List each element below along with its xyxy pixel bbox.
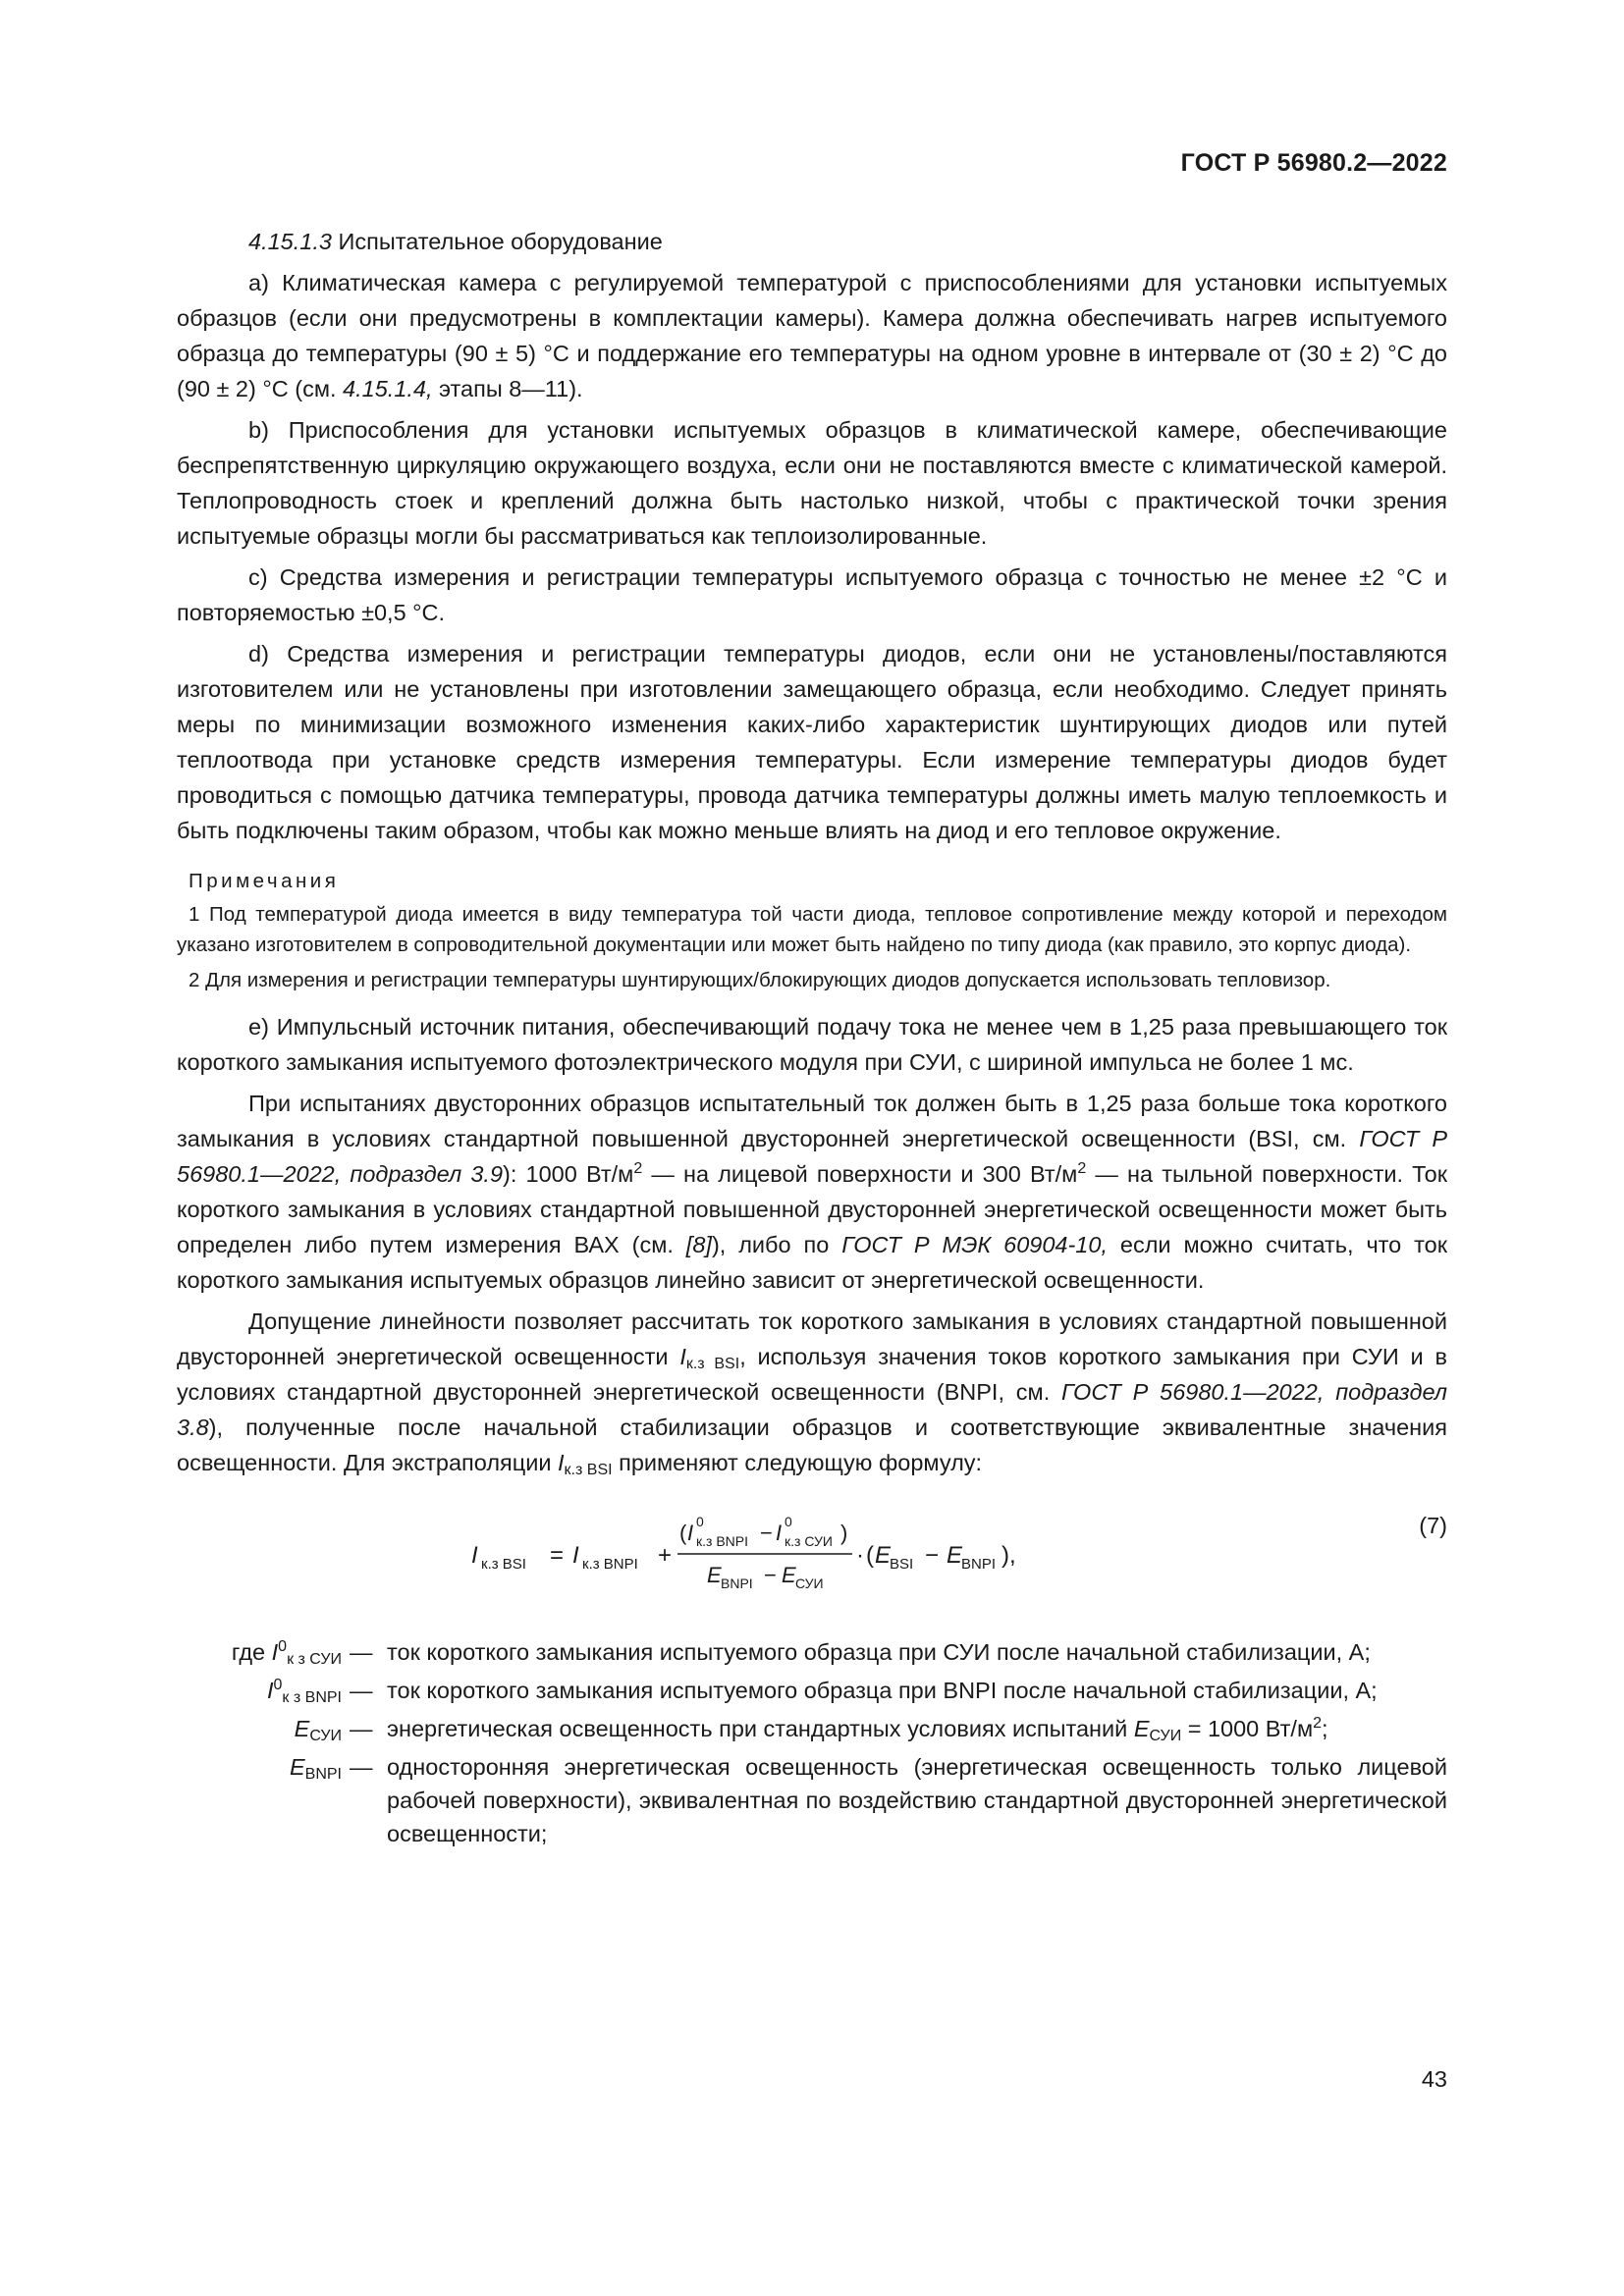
text-span: ): 1000 Вт/м <box>503 1161 634 1187</box>
superscript: 2 <box>1313 1715 1323 1732</box>
formula-equals: = <box>550 1542 565 1569</box>
definition-symbol <box>177 1635 350 1674</box>
subscript: к з СУИ <box>287 1651 342 1668</box>
superscript: 0 <box>278 1638 288 1655</box>
formula-sub-kz-bnpi: к.з BNPI <box>582 1556 638 1573</box>
definition-dash: — <box>350 1678 373 1703</box>
paragraph-bifacial-test <box>177 1086 1447 1298</box>
formula-plus: + <box>658 1542 673 1569</box>
text-span: ; <box>1322 1716 1328 1741</box>
formula-7 <box>177 1500 1447 1602</box>
formula-close-paren: ) <box>840 1521 848 1545</box>
note-2: 2 Для измерения и регистрации температуры шунтирующих/блокирующих диодов допускается использовать тепловизор. <box>189 969 1331 991</box>
definition-text: ток короткого замыкания испытуемого образца при BNPI после начальной стабилизации, А; <box>387 1678 1378 1703</box>
formula-num-sub2: к.з СУИ <box>785 1533 833 1549</box>
formula-tail: ), <box>1001 1542 1016 1569</box>
superscript: 2 <box>633 1160 643 1177</box>
formula-dot: · <box>856 1542 864 1569</box>
symbol-I: I <box>679 1344 686 1369</box>
section-number: 4.15.1.3 <box>248 229 332 254</box>
section-title: Испытательное оборудование <box>331 229 663 254</box>
item-b: b) Приспособления для установки испытуемых образцов в климатической камере, обеспечивающие беспрепятственную циркуляцию окружающего воздуха, если они не поставляются вместе с климатической камерой. Теплопроводность стоек и креплений должна быть настолько низкой, чтобы с практической точки зрения испытуемые образцы могли бы рассматриваться как теплоизолированные. <box>177 417 1447 549</box>
subscript: к.з BSI <box>685 1356 740 1372</box>
item-a-text: а) Климатическая камера с регулируемой температурой с приспособлениями для установки испытуемых образцов (если они предусмотрены в комплектации камеры). Камера должна обеспечивать нагрев испытуемого образца до температуры (90 ± 5) °С и поддержание его температуры на одном уровне в интервале от (30 ± 2) °С до (90 ± 2) °С (см. <box>177 270 1447 401</box>
reference-gost-iec-60904-10: ГОСТ Р МЭК 60904-10, <box>841 1232 1108 1257</box>
formula-den-minus: − <box>764 1563 777 1587</box>
definition-e-bnpi <box>177 1750 1447 1855</box>
text-span: если можно считать, что ток короткого замыкания испытуемых образцов линейно зависит от энергетической освещенности. <box>177 1232 1448 1293</box>
formula-E-bsi: E <box>875 1542 892 1569</box>
text-span: , используя значения токов короткого замыкания при СУИ и в условиях стандартной двусторонней энергетической освещенности (BNPI, см. <box>177 1344 1447 1405</box>
text-span: ), либо по <box>711 1232 842 1257</box>
formula-num-sub1: к.з BNPI <box>696 1533 748 1549</box>
formula-num-sup1: 0 <box>696 1514 704 1529</box>
definition-i0-sui <box>177 1635 1447 1674</box>
where-label: где <box>231 1639 272 1665</box>
symbol: I <box>266 1678 274 1703</box>
definition-symbol <box>177 1674 350 1712</box>
text-span: — на лицевой поверхности и 300 Вт/м <box>642 1161 1078 1187</box>
item-d: d) Средства измерения и регистрации температуры диодов, если они не установлены/поставляются изготовителем или не установлены при изготовлении замещающего образца, если необходимо. Следует принять меры по минимизации возможного изменения каких-либо характеристик шунтирующих диодов или путей теплоотвода при установке средств измерения температуры. Если измерение температуры диодов будет проводиться с помощью датчика температуры, провода датчика температуры должны иметь малую теплоемкость и быть подключены таким образом, чтобы как можно меньше влиять на диод и его тепловое окружение. <box>177 641 1447 843</box>
formula-num-sup2: 0 <box>785 1514 792 1529</box>
reference-gost-56980-1-3-8: ГОСТ Р 56980.1—2022, подраздел 3.8 <box>177 1379 1447 1440</box>
text-span: — на тыльной поверхности. Ток короткого замыкания в условиях стандартной повышенной двусторонней энергетической освещенности может быть определен либо путем измерения ВАХ (см. <box>177 1161 1448 1257</box>
formula-num-minus: − <box>760 1521 773 1545</box>
subscript: к з BNPI <box>282 1689 342 1706</box>
text-span: При испытаниях двусторонних образцов испытательный ток должен быть в 1,25 раза больше тока короткого замыкания в условиях стандартной повышенной двусторонней энергетической освещенности (BSI, см. <box>177 1091 1447 1151</box>
symbol: I <box>271 1639 279 1665</box>
formula-I-bsi: I <box>471 1542 478 1569</box>
formula-num-I2: I <box>776 1521 783 1545</box>
reference-gost-56980-1-3-9: ГОСТ Р 56980.1—2022, подраздел 3.9 <box>177 1126 1448 1187</box>
formula-num-I1: I <box>687 1521 694 1545</box>
item-e: е) Импульсный источник питания, обеспечивающий подачу тока не менее чем в 1,25 раза превышающего ток короткого замыкания испытуемого фотоэлектрического модуля при СУИ, с шириной импульса не более 1 мс. <box>177 1014 1447 1075</box>
item-a-end: этапы 8—11). <box>432 376 583 401</box>
definition-text: ток короткого замыкания испытуемого образца при СУИ после начальной стабилизации, А; <box>387 1639 1371 1665</box>
formula-den-E1: E <box>707 1563 722 1587</box>
text-span: энергетическая освещенность при стандартных условиях испытаний <box>387 1716 1134 1741</box>
formula-open-paren-2: ( <box>866 1542 874 1569</box>
item-c: c) Средства измерения и регистрации температуры испытуемого образца с точностью не менее ±2 °С и повторяемостью ±0,5 °С. <box>177 564 1447 625</box>
document-code: ГОСТ Р 56980.2—2022 <box>1180 149 1447 177</box>
definition-dash: — <box>350 1716 373 1741</box>
definition-text <box>379 1712 1447 1750</box>
item-a <box>177 265 1447 406</box>
symbol: E <box>1133 1716 1150 1741</box>
symbol: E <box>289 1754 305 1780</box>
formula-minus-2: − <box>925 1542 940 1569</box>
superscript: 2 <box>1077 1160 1087 1177</box>
text-span: ), полученные после начальной стабилизации образцов и соответствующие эквивалентные значения освещенности. Для экстраполяции <box>177 1415 1447 1475</box>
definition-e-sui <box>177 1712 1447 1750</box>
symbol-I: I <box>558 1450 565 1475</box>
text-span: применяют следующую формулу: <box>612 1450 983 1475</box>
page-number: 43 <box>1421 2066 1447 2092</box>
definition-dash: — <box>350 1639 373 1665</box>
reference-8: [8] <box>685 1232 712 1257</box>
subscript: BNPI <box>304 1766 342 1783</box>
formula-sub-bnpi-2: BNPI <box>961 1556 997 1573</box>
page-content <box>177 224 1447 1855</box>
equation-number: (7) <box>1419 1513 1447 1538</box>
formula-open-paren: ( <box>679 1521 687 1545</box>
formula-sub-bsi: BSI <box>890 1556 914 1573</box>
subscript: к.з BSI <box>564 1462 613 1478</box>
definition-text: односторонняя энергетическая освещенность (энергетическая освещенность только лицевой рабочей поверхности), эквивалентная по воздействию стандартной двусторонней энергетической освещенности; <box>387 1754 1447 1846</box>
definition-dash: — <box>350 1754 373 1780</box>
superscript: 0 <box>273 1677 283 1693</box>
notes-heading: Примечания <box>189 870 340 892</box>
text-span: = 1000 Вт/м <box>1181 1716 1314 1741</box>
formula-sub-kz-bsi: к.з BSI <box>481 1556 526 1573</box>
text-span: Допущение линейности позволяет рассчитать ток короткого замыкания в условиях стандартной повышенной двусторонней энергетической освещенности <box>177 1308 1447 1369</box>
definitions-list <box>177 1635 1447 1855</box>
formula-E-bnpi: E <box>947 1542 963 1569</box>
symbol: E <box>294 1716 310 1741</box>
formula-den-sub1: BNPI <box>721 1575 753 1591</box>
definition-symbol <box>177 1750 350 1855</box>
definition-symbol <box>177 1712 350 1750</box>
formula-I-bnpi: I <box>572 1542 579 1569</box>
notes-block <box>177 866 1447 995</box>
paragraph-linearity <box>177 1304 1447 1480</box>
formula-svg <box>471 1500 1257 1602</box>
subscript: СУИ <box>1149 1728 1182 1744</box>
definition-i0-bnpi <box>177 1674 1447 1712</box>
subscript: СУИ <box>309 1728 342 1744</box>
item-a-reference: 4.15.1.4, <box>343 376 433 401</box>
formula-den-sub2: СУИ <box>795 1575 824 1591</box>
formula-den-E2: E <box>782 1563 796 1587</box>
section-heading <box>177 224 1447 259</box>
note-1: 1 Под температурой диода имеется в виду температура той части диода, тепловое сопротивление между которой и переходом указано изготовителем в сопроводительной документации или может быть найдено по типу диода (как правило, это корпус диода). <box>177 903 1447 956</box>
